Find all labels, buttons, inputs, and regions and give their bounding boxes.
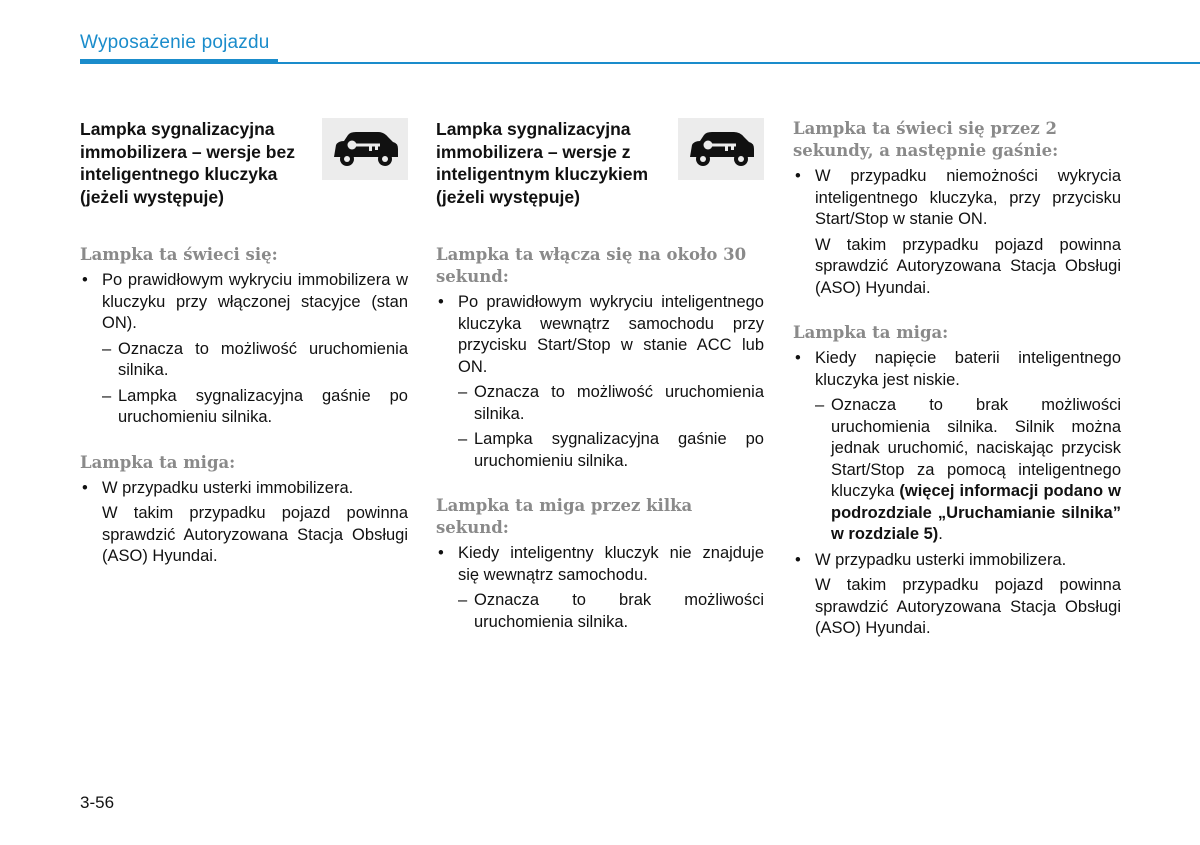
indicator-header xyxy=(80,118,408,208)
dash-item: – Lampka sygnalizacyjna gaśnie po uruchomieniu silnika. xyxy=(80,386,408,429)
bullet-item: • W przypadku usterki immobilizera. xyxy=(793,550,1121,572)
section-heading: Lampka ta świeci się: xyxy=(80,245,278,264)
cross-reference: (więcej informacji podano w podrozdziale „Uruchamianie silnika” w rozdziale 5) xyxy=(831,482,1121,543)
dash-item: – Oznacza to możliwość uruchomienia silnika. xyxy=(436,382,764,425)
dash-item: – Lampka sygnalizacyjna gaśnie po uruchomieniu silnika. xyxy=(436,429,764,472)
header-title: Wyposażenie pojazdu xyxy=(80,32,270,53)
header-rule xyxy=(278,62,1200,64)
page-number: 3-56 xyxy=(80,793,115,812)
indicator-icon-box xyxy=(322,118,408,180)
dash-text-end: . xyxy=(938,525,943,543)
bullet-item: • Kiedy inteligentny kluczyk nie znajduje się wewnątrz samochodu. xyxy=(436,543,764,586)
dash-item: – Oznacza to możliwość uruchomienia silnika. xyxy=(80,339,408,382)
bullet-item: • W przypadku niemożności wykrycia inteligentnego kluczyka, przy przycisku Start/Stop w stanie ON. xyxy=(793,166,1121,231)
indicator-title: Lampka sygnalizacyjna immobilizera – wersje bez inteligentnego kluczyka (jeżeli występuje) xyxy=(80,119,295,207)
section-heading: Lampka ta świeci się przez 2 sekundy, a następnie gaśnie: xyxy=(793,119,1059,160)
indicator-title: Lampka sygnalizacyjna immobilizera – wersje z inteligentnym kluczykiem (jeżeli występuje) xyxy=(436,119,649,207)
bullet-item: • Po prawidłowym wykryciu immobilizera w kluczyku przy włączonej stacyjce (stan ON). xyxy=(80,270,408,335)
column-immobilizer-smart-key xyxy=(436,118,764,633)
bullet-item: • W przypadku usterki immobilizera. xyxy=(80,478,408,500)
section-heading: Lampka ta miga: xyxy=(793,323,949,342)
bullet-item: • Po prawidłowym wykryciu inteligentnego kluczyka wewnątrz samochodu przy przycisku Start/Stop w stanie ACC lub ON. xyxy=(436,292,764,378)
dash-text: Oznacza to brak możliwości uruchomienia silnika. Silnik można jednak uruchomić, naciskając przycisk Start/Stop za pomocą inteligentnego kluczyka xyxy=(831,396,1121,500)
paragraph: W takim przypadku pojazd powinna sprawdzić Autoryzowana Stacja Obsługi (ASO) Hyundai. xyxy=(815,235,1121,297)
paragraph: W takim przypadku pojazd powinna sprawdzić Autoryzowana Stacja Obsługi (ASO) Hyundai. xyxy=(815,576,1121,637)
section-heading: Lampka ta miga przez kilka sekund: xyxy=(436,496,693,537)
car-key-icon xyxy=(326,127,404,171)
bullet-item: • Kiedy napięcie baterii inteligentnego kluczyka jest niskie. xyxy=(793,348,1121,391)
dash-item xyxy=(793,395,1121,546)
dash-item: – Oznacza to brak możliwości uruchomienia silnika. xyxy=(436,590,764,633)
indicator-icon-box xyxy=(678,118,764,180)
car-key-icon xyxy=(682,127,760,171)
header-accent-bar xyxy=(80,59,278,64)
section-heading: Lampka ta miga: xyxy=(80,452,236,472)
section-heading: Lampka ta włącza się na około 30 sekund: xyxy=(436,245,747,286)
column-smart-key-status xyxy=(793,118,1121,640)
indicator-header xyxy=(436,118,764,208)
paragraph: W takim przypadku pojazd powinna sprawdzić Autoryzowana Stacja Obsługi (ASO) Hyundai. xyxy=(102,504,408,565)
column-immobilizer-standard xyxy=(80,118,408,568)
